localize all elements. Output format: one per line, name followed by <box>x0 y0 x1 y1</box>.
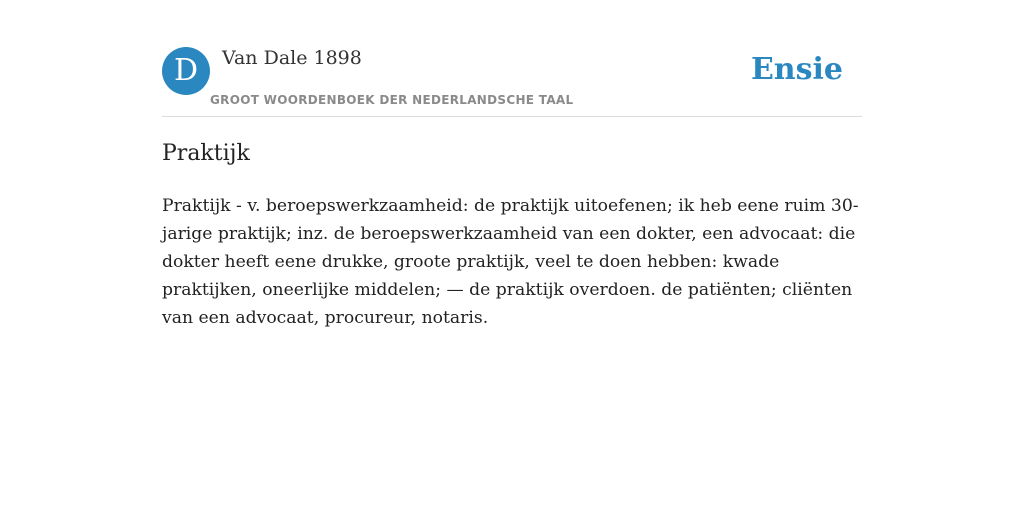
dictionary-header <box>162 46 862 117</box>
dictionary-logo[interactable]: D <box>162 47 210 95</box>
entry-heading: Praktijk <box>162 141 250 166</box>
ensie-brand-logo[interactable]: Ensie <box>750 52 843 87</box>
entry-definition: Praktijk - v. beroepswerkzaamheid: de praktijk uitoefenen; ik heb eene ruim 30-jarige praktijk; inz. de beroepswerkzaamheid van een dokter, een advocaat: die dokter heeft eene drukke, groote praktijk, veel te doen hebben: kwade praktijken, oneerlijke middelen; — de praktijk overdoen. de patiënten; cliënten van een advocaat, procureur, notaris. <box>162 196 859 328</box>
dictionary-subtitle: GROOT WOORDENBOEK DER NEDERLANDSCHE TAAL <box>210 93 574 107</box>
dictionary-title[interactable]: Van Dale 1898 <box>222 47 362 69</box>
